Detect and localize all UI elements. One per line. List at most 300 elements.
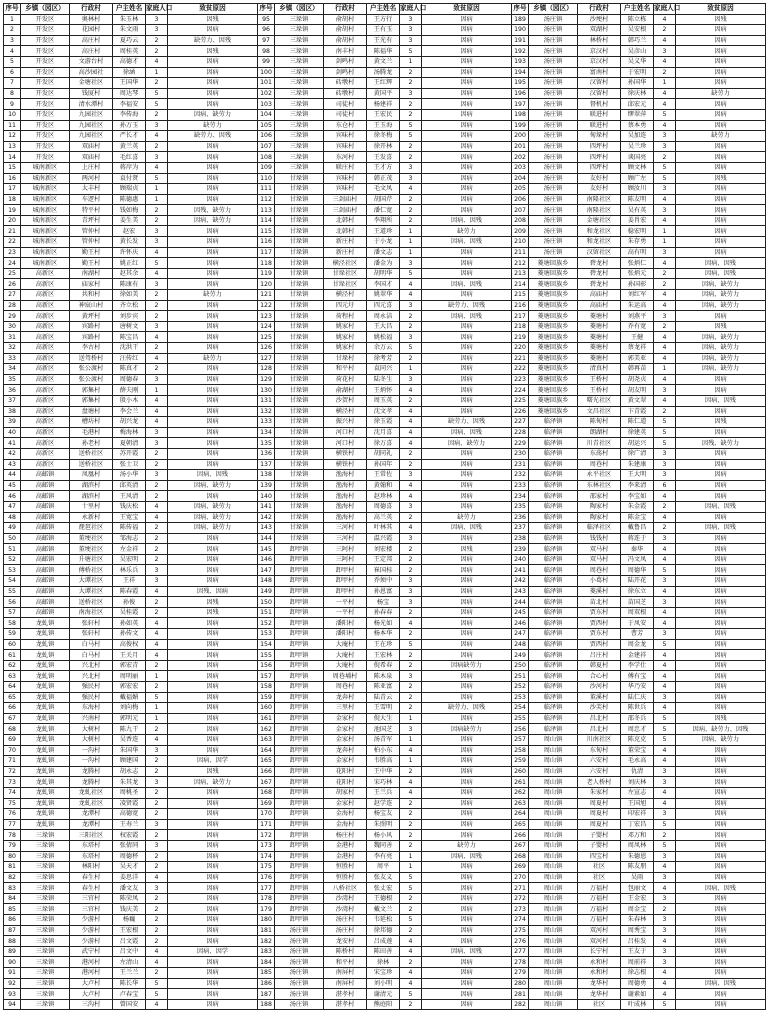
table-cell: 2 bbox=[4, 25, 21, 36]
table-cell: 陈亚富 bbox=[367, 682, 400, 693]
table-row bbox=[4, 576, 766, 587]
table-cell: 24 bbox=[4, 258, 21, 269]
table-cell: 因病 bbox=[676, 470, 766, 481]
table-cell: 张倩同 bbox=[113, 840, 146, 851]
table-cell: 138 bbox=[258, 470, 275, 481]
table-cell: 2 bbox=[146, 554, 168, 565]
table-cell: 1 bbox=[654, 364, 676, 375]
table-cell: 4 bbox=[146, 268, 168, 279]
table-cell: 宾味村 bbox=[324, 173, 367, 184]
table-cell: 因病 bbox=[676, 756, 766, 767]
table-cell: 曙光社区 bbox=[578, 395, 621, 406]
table-cell: 因病、因学 bbox=[168, 756, 258, 767]
table-cell: 高邮镇 bbox=[21, 501, 70, 512]
table-cell: 周凤林 bbox=[621, 840, 654, 851]
table-cell: 和平村 bbox=[324, 364, 367, 375]
table-cell: 3 bbox=[654, 915, 676, 926]
table-cell: 因病 bbox=[422, 777, 512, 788]
table-cell: 207 bbox=[512, 205, 529, 216]
table-cell: 周山镇 bbox=[529, 893, 578, 904]
table-cell: 周巷埔村 bbox=[324, 671, 367, 682]
column-header: 序号 bbox=[513, 4, 527, 13]
table-cell: 2 bbox=[654, 501, 676, 512]
table-cell: 缺劳力、因残 bbox=[422, 417, 512, 428]
table-cell: 因病 bbox=[676, 152, 766, 163]
table-cell: 1 bbox=[400, 862, 422, 873]
table-cell: 开发区 bbox=[21, 141, 70, 152]
table-cell: 3 bbox=[146, 152, 168, 163]
table-cell: 3 bbox=[146, 237, 168, 248]
table-cell: 2 bbox=[146, 141, 168, 152]
table-cell: 朱春林 bbox=[621, 915, 654, 926]
table-cell: 龙虬镇 bbox=[21, 639, 70, 650]
table-cell: 因病 bbox=[676, 787, 766, 798]
table-cell: 38 bbox=[4, 406, 21, 417]
table-row bbox=[4, 300, 766, 311]
table-cell: 剑鸣村 bbox=[324, 56, 367, 67]
table-cell: 卸甲村 bbox=[324, 576, 367, 587]
table-cell: 因病 bbox=[422, 766, 512, 777]
table-cell: 甘垛镇 bbox=[275, 215, 324, 226]
table-cell: 3 bbox=[654, 46, 676, 57]
table-cell: 2 bbox=[400, 544, 422, 555]
table-cell: 甘垛镇 bbox=[275, 364, 324, 375]
table-cell: 开发区 bbox=[21, 131, 70, 142]
table-cell: 130 bbox=[258, 385, 275, 396]
table-cell: 砖墩村 bbox=[324, 78, 367, 89]
table-cell: 因病 bbox=[676, 862, 766, 873]
table-cell: 李宝如 bbox=[621, 491, 654, 502]
table-cell: 4 bbox=[146, 872, 168, 883]
table-cell: 199 bbox=[512, 120, 529, 131]
table-cell: 65 bbox=[4, 692, 21, 703]
table-cell: 韩正茂 bbox=[367, 173, 400, 184]
table-cell: 三垛镇 bbox=[21, 925, 70, 936]
table-cell: 高新区 bbox=[21, 438, 70, 449]
table-cell: 因病 bbox=[168, 809, 258, 820]
table-cell: 大卢村 bbox=[70, 989, 113, 1000]
table-cell: 247 bbox=[512, 629, 529, 640]
table-cell: 郭宏青 bbox=[113, 660, 146, 671]
table-cell: 2 bbox=[400, 395, 422, 406]
table-cell: 70 bbox=[4, 745, 21, 756]
table-cell: 甘垛镇 bbox=[275, 438, 324, 449]
table-cell: 2 bbox=[400, 109, 422, 120]
table-cell: 开发区 bbox=[21, 120, 70, 131]
table-cell: 孙老村 bbox=[70, 438, 113, 449]
table-cell: 汤庄镇 bbox=[529, 162, 578, 173]
table-cell: 三垛镇 bbox=[21, 968, 70, 979]
table-cell: 春生村 bbox=[70, 872, 113, 883]
table-row bbox=[4, 46, 766, 57]
table-cell: 87 bbox=[4, 925, 21, 936]
table-cell: 261 bbox=[512, 777, 529, 788]
table-cell: 258 bbox=[512, 745, 529, 756]
table-cell: 5 bbox=[4, 56, 21, 67]
table-cell: 156 bbox=[258, 660, 275, 671]
table-cell: 1 bbox=[654, 226, 676, 237]
table-cell: 33 bbox=[4, 353, 21, 364]
table-cell: 4 bbox=[146, 650, 168, 661]
table-cell: 董埂社区 bbox=[70, 533, 113, 544]
table-cell: 徐林 bbox=[367, 957, 400, 968]
column-header: 家庭人口 bbox=[400, 4, 427, 13]
table-cell: 三垛镇 bbox=[21, 978, 70, 989]
table-cell: 4 bbox=[654, 258, 676, 269]
table-cell: 因病 bbox=[676, 586, 766, 597]
table-cell: 沙湾村 bbox=[324, 904, 367, 915]
table-cell: 吴宏明 bbox=[113, 554, 146, 565]
table-cell: 因病 bbox=[168, 226, 258, 237]
table-cell: 263 bbox=[512, 798, 529, 809]
table-cell: 周山镇 bbox=[529, 840, 578, 851]
table-cell: 双湖村 bbox=[578, 25, 621, 36]
table-cell: 俞胡村 bbox=[324, 14, 367, 25]
table-cell: 86 bbox=[4, 915, 21, 926]
table-cell: 甘垛镇 bbox=[275, 332, 324, 343]
table-cell: 2 bbox=[146, 35, 168, 46]
table-cell: 姚家村 bbox=[324, 332, 367, 343]
table-cell: 卸甲镇 bbox=[275, 682, 324, 693]
table-cell: 温兴霞 bbox=[367, 533, 400, 544]
table-cell: 赵其余 bbox=[113, 268, 146, 279]
table-cell: 98 bbox=[258, 46, 275, 57]
table-cell: 潘文友 bbox=[113, 883, 146, 894]
table-cell: 戴福媚 bbox=[113, 692, 146, 703]
table-cell: 高邮镇 bbox=[21, 565, 70, 576]
table-cell: 陈真才 bbox=[113, 364, 146, 375]
table-cell: 因病 bbox=[676, 819, 766, 830]
table-cell: 因病、因残 bbox=[676, 883, 766, 894]
table-cell: 因病 bbox=[676, 184, 766, 195]
table-cell: 于宏明 bbox=[621, 67, 654, 78]
table-cell: 2 bbox=[400, 809, 422, 820]
table-cell: 菱塘回族乡 bbox=[529, 279, 578, 290]
table-cell: 渔海村 bbox=[324, 470, 367, 481]
table-cell: 和龙社区 bbox=[578, 237, 621, 248]
table-cell: 王友于 bbox=[621, 946, 654, 957]
table-cell: 4 bbox=[654, 544, 676, 555]
table-cell: 4 bbox=[654, 374, 676, 385]
table-cell: 高新区 bbox=[21, 385, 70, 396]
table-cell: 永新村 bbox=[70, 512, 113, 523]
table-cell: 李有亮 bbox=[367, 851, 400, 862]
table-cell: 因病 bbox=[422, 374, 512, 385]
table-cell: 4 bbox=[400, 480, 422, 491]
table-cell: 刘庆林 bbox=[621, 777, 654, 788]
table-cell: 204 bbox=[512, 173, 529, 184]
table-cell: 李会兰 bbox=[113, 406, 146, 417]
table-cell: 甘垛社区 bbox=[324, 279, 367, 290]
table-cell: 三垛镇 bbox=[21, 904, 70, 915]
table-cell: 凤凰村 bbox=[70, 470, 113, 481]
table-cell: 十里村 bbox=[70, 501, 113, 512]
table-cell: 因病 bbox=[676, 25, 766, 36]
table-cell: 3 bbox=[654, 184, 676, 195]
table-cell: 62 bbox=[4, 660, 21, 671]
table-cell: 老人桥村 bbox=[578, 777, 621, 788]
table-cell: 甘垛社区 bbox=[324, 268, 367, 279]
table-cell: 3 bbox=[146, 840, 168, 851]
table-cell: 宾味村 bbox=[324, 184, 367, 195]
table-row bbox=[4, 343, 766, 354]
table-cell: 54 bbox=[4, 576, 21, 587]
table-cell: 左宣志 bbox=[621, 787, 654, 798]
table-cell: 223 bbox=[512, 374, 529, 385]
table-cell: 李来清 bbox=[621, 480, 654, 491]
table-cell: 金家村 bbox=[324, 734, 367, 745]
table-cell: 3 bbox=[146, 565, 168, 576]
table-cell: 142 bbox=[258, 512, 275, 523]
table-cell: 卸甲镇 bbox=[275, 554, 324, 565]
table-cell: 3 bbox=[654, 205, 676, 216]
table-cell: 姚松福 bbox=[367, 332, 400, 343]
table-cell: 潘金为 bbox=[367, 258, 400, 269]
table-cell: 卸甲镇 bbox=[275, 544, 324, 555]
table-cell: 278 bbox=[512, 957, 529, 968]
table-cell: 菱塘村 bbox=[578, 321, 621, 332]
table-cell: 汤庄镇 bbox=[275, 999, 324, 1010]
table-cell: 151 bbox=[258, 607, 275, 618]
table-cell: 因病 bbox=[422, 533, 512, 544]
table-cell: 4 bbox=[146, 131, 168, 142]
table-cell: 269 bbox=[512, 862, 529, 873]
table-cell: 1 bbox=[400, 56, 422, 67]
table-cell: 兴北村 bbox=[70, 671, 113, 682]
table-cell: 临泽镇 bbox=[529, 639, 578, 650]
table-cell: 顾建国 bbox=[113, 756, 146, 767]
table-cell: 125 bbox=[258, 332, 275, 343]
table-cell: 181 bbox=[258, 925, 275, 936]
table-cell: 5 bbox=[146, 692, 168, 703]
table-cell: 卸甲村 bbox=[324, 586, 367, 597]
table-cell: 2 bbox=[400, 554, 422, 565]
table-cell: 仇清 bbox=[621, 766, 654, 777]
table-cell: 卸甲镇 bbox=[275, 883, 324, 894]
table-cell: 两河村 bbox=[70, 173, 113, 184]
table-cell: 朱德恩 bbox=[621, 851, 654, 862]
table-cell: 高新区 bbox=[21, 321, 70, 332]
table-cell: 213 bbox=[512, 268, 529, 279]
table-cell: 兴南村 bbox=[70, 713, 113, 724]
table-cell: 134 bbox=[258, 427, 275, 438]
table-cell: 8 bbox=[4, 88, 21, 99]
table-cell: 三官村 bbox=[70, 893, 113, 904]
table-cell: 缺劳力、因残 bbox=[168, 131, 258, 142]
table-cell: 京汉村 bbox=[578, 46, 621, 57]
table-cell: 因病 bbox=[676, 215, 766, 226]
table-row bbox=[4, 258, 766, 269]
table-cell: 14 bbox=[4, 152, 21, 163]
table-cell: 157 bbox=[258, 671, 275, 682]
table-cell: 因病、缺劳力 bbox=[168, 777, 258, 788]
table-cell: 王兰兰 bbox=[113, 968, 146, 979]
table-cell: 120 bbox=[258, 279, 275, 290]
table-cell: 周永洁 bbox=[367, 311, 400, 322]
table-cell: 因病 bbox=[676, 247, 766, 258]
table-cell: 川南社区 bbox=[578, 734, 621, 745]
table-cell: 1 bbox=[400, 247, 422, 258]
table-cell: 因病 bbox=[676, 512, 766, 523]
table-cell: 67 bbox=[4, 713, 21, 724]
table-cell: 临泽镇 bbox=[529, 703, 578, 714]
table-cell: 龙虬镇 bbox=[21, 713, 70, 724]
table-cell: 渔海村 bbox=[324, 501, 367, 512]
table-cell: 卸甲镇 bbox=[275, 660, 324, 671]
table-cell: 245 bbox=[512, 607, 529, 618]
table-cell: 龙虬镇 bbox=[21, 766, 70, 777]
table-cell: 因病 bbox=[676, 565, 766, 576]
table-cell: 108 bbox=[258, 152, 275, 163]
table-cell: 沙河村 bbox=[578, 682, 621, 693]
table-row bbox=[4, 374, 766, 385]
table-cell: 蒋岸为 bbox=[113, 162, 146, 173]
table-cell: 临泽镇 bbox=[529, 576, 578, 587]
table-cell: 109 bbox=[258, 162, 275, 173]
table-cell: 四元喜 bbox=[367, 300, 400, 311]
table-cell: 三垛镇 bbox=[275, 14, 324, 25]
table-row bbox=[4, 639, 766, 650]
table-cell: 118 bbox=[258, 258, 275, 269]
table-cell: 龙虬镇 bbox=[21, 756, 70, 767]
table-cell: 联庄村 bbox=[324, 162, 367, 173]
table-cell: 周山镇 bbox=[529, 766, 578, 777]
table-cell: 沈洪干 bbox=[113, 343, 146, 354]
table-row bbox=[4, 999, 766, 1010]
table-cell: 陈荣凤 bbox=[113, 893, 146, 904]
table-cell: 小葛村 bbox=[578, 576, 621, 587]
table-cell: 2 bbox=[400, 999, 422, 1010]
table-cell: 汤庄村 bbox=[324, 925, 367, 936]
table-cell: 因病 bbox=[676, 427, 766, 438]
table-cell: 76 bbox=[4, 809, 21, 820]
table-cell: 开发区 bbox=[21, 35, 70, 46]
table-cell: 曹芳 bbox=[621, 629, 654, 640]
table-cell: 102 bbox=[258, 88, 275, 99]
table-cell: 周德春 bbox=[113, 374, 146, 385]
table-cell: 池国芝 bbox=[367, 724, 400, 735]
table-cell: 刘红军 bbox=[621, 290, 654, 301]
table-cell: 庙家村 bbox=[70, 279, 113, 290]
table-cell: 237 bbox=[512, 523, 529, 534]
table-cell: 168 bbox=[258, 787, 275, 798]
table-cell: 大树村 bbox=[70, 724, 113, 735]
table-cell: 临泽镇 bbox=[529, 459, 578, 470]
table-cell: 三垛镇 bbox=[275, 25, 324, 36]
table-cell: 158 bbox=[258, 682, 275, 693]
table-cell: 横铁村 bbox=[324, 448, 367, 459]
table-cell: 送桥社区 bbox=[70, 448, 113, 459]
table-cell: 4 bbox=[146, 162, 168, 173]
table-cell: 31 bbox=[4, 332, 21, 343]
table-cell: 77 bbox=[4, 819, 21, 830]
table-cell: 60 bbox=[4, 639, 21, 650]
table-cell: 因病 bbox=[422, 25, 512, 36]
table-cell: 143 bbox=[258, 523, 275, 534]
table-cell: 3 bbox=[654, 777, 676, 788]
table-cell: 徐东立 bbox=[621, 586, 654, 597]
table-cell: 王宏民 bbox=[367, 109, 400, 120]
table-cell: 恒胜村 bbox=[324, 862, 367, 873]
table-cell: 郭集村 bbox=[70, 385, 113, 396]
table-cell: 卸甲村 bbox=[324, 565, 367, 576]
table-cell: 68 bbox=[4, 724, 21, 735]
table-cell: 毛红喜 bbox=[113, 152, 146, 163]
table-cell: 开发区 bbox=[21, 56, 70, 67]
table-row bbox=[4, 650, 766, 661]
table-cell: 因病 bbox=[676, 798, 766, 809]
table-cell: 东塔村 bbox=[70, 840, 113, 851]
table-cell: 董溪村 bbox=[578, 692, 621, 703]
table-cell: 双河村 bbox=[578, 925, 621, 936]
table-cell: 64 bbox=[4, 682, 21, 693]
table-cell: 3 bbox=[400, 597, 422, 608]
table-cell: 279 bbox=[512, 968, 529, 979]
table-cell: 南海社区 bbox=[70, 607, 113, 618]
table-cell: 166 bbox=[258, 766, 275, 777]
table-cell: 汤庄镇 bbox=[275, 968, 324, 979]
table-cell: 4 bbox=[654, 798, 676, 809]
table-cell: 社区 bbox=[578, 862, 621, 873]
table-cell: 城南新区 bbox=[21, 194, 70, 205]
table-cell: 2 bbox=[654, 904, 676, 915]
table-cell: 2 bbox=[146, 491, 168, 502]
table-cell: 龙虬镇 bbox=[21, 724, 70, 735]
table-cell: 226 bbox=[512, 406, 529, 417]
table-cell: 胡明华 bbox=[367, 268, 400, 279]
table-cell: 183 bbox=[258, 946, 275, 957]
table-cell: 左清山 bbox=[113, 957, 146, 968]
table-cell: 司徒村 bbox=[324, 99, 367, 110]
table-cell: 王大昌 bbox=[367, 321, 400, 332]
table-cell: 5 bbox=[654, 565, 676, 576]
table-cell: 4 bbox=[654, 290, 676, 301]
table-cell: 临泽社区 bbox=[578, 523, 621, 534]
table-row bbox=[4, 862, 766, 873]
table-body bbox=[4, 14, 766, 1010]
table-cell: 因病 bbox=[676, 745, 766, 756]
table-cell: 185 bbox=[258, 968, 275, 979]
table-cell: 临泽镇 bbox=[529, 480, 578, 491]
table-cell: 临泽镇 bbox=[529, 682, 578, 693]
table-cell: 136 bbox=[258, 448, 275, 459]
table-cell: 周山镇 bbox=[529, 819, 578, 830]
table-cell: 2 bbox=[400, 629, 422, 640]
table-cell: 2 bbox=[146, 300, 168, 311]
table-cell: 卸甲镇 bbox=[275, 819, 324, 830]
table-cell: 2 bbox=[654, 152, 676, 163]
table-cell: 1 bbox=[400, 713, 422, 724]
table-cell: 黄坪村 bbox=[70, 311, 113, 322]
table-cell: 李传海 bbox=[113, 109, 146, 120]
table-cell: 李翔所 bbox=[367, 215, 400, 226]
table-cell: 陈友朋 bbox=[621, 862, 654, 873]
table-row bbox=[4, 713, 766, 724]
table-cell: 城南新区 bbox=[21, 258, 70, 269]
table-cell: 因病 bbox=[168, 872, 258, 883]
table-cell: 4 bbox=[654, 883, 676, 894]
table-cell: 吕成莲 bbox=[367, 936, 400, 947]
table-cell: 因病、缺劳力、因残 bbox=[676, 724, 766, 735]
table-cell: 杨巍 bbox=[113, 915, 146, 926]
table-cell: 因病、缺劳力 bbox=[168, 215, 258, 226]
table-cell: 高兰英 bbox=[367, 512, 400, 523]
table-cell: 三剑庙村 bbox=[324, 205, 367, 216]
table-cell: 周夏村 bbox=[578, 809, 621, 820]
table-cell: 卸甲镇 bbox=[275, 703, 324, 714]
table-cell: 1 bbox=[400, 364, 422, 375]
table-cell: 川青社区 bbox=[578, 438, 621, 449]
